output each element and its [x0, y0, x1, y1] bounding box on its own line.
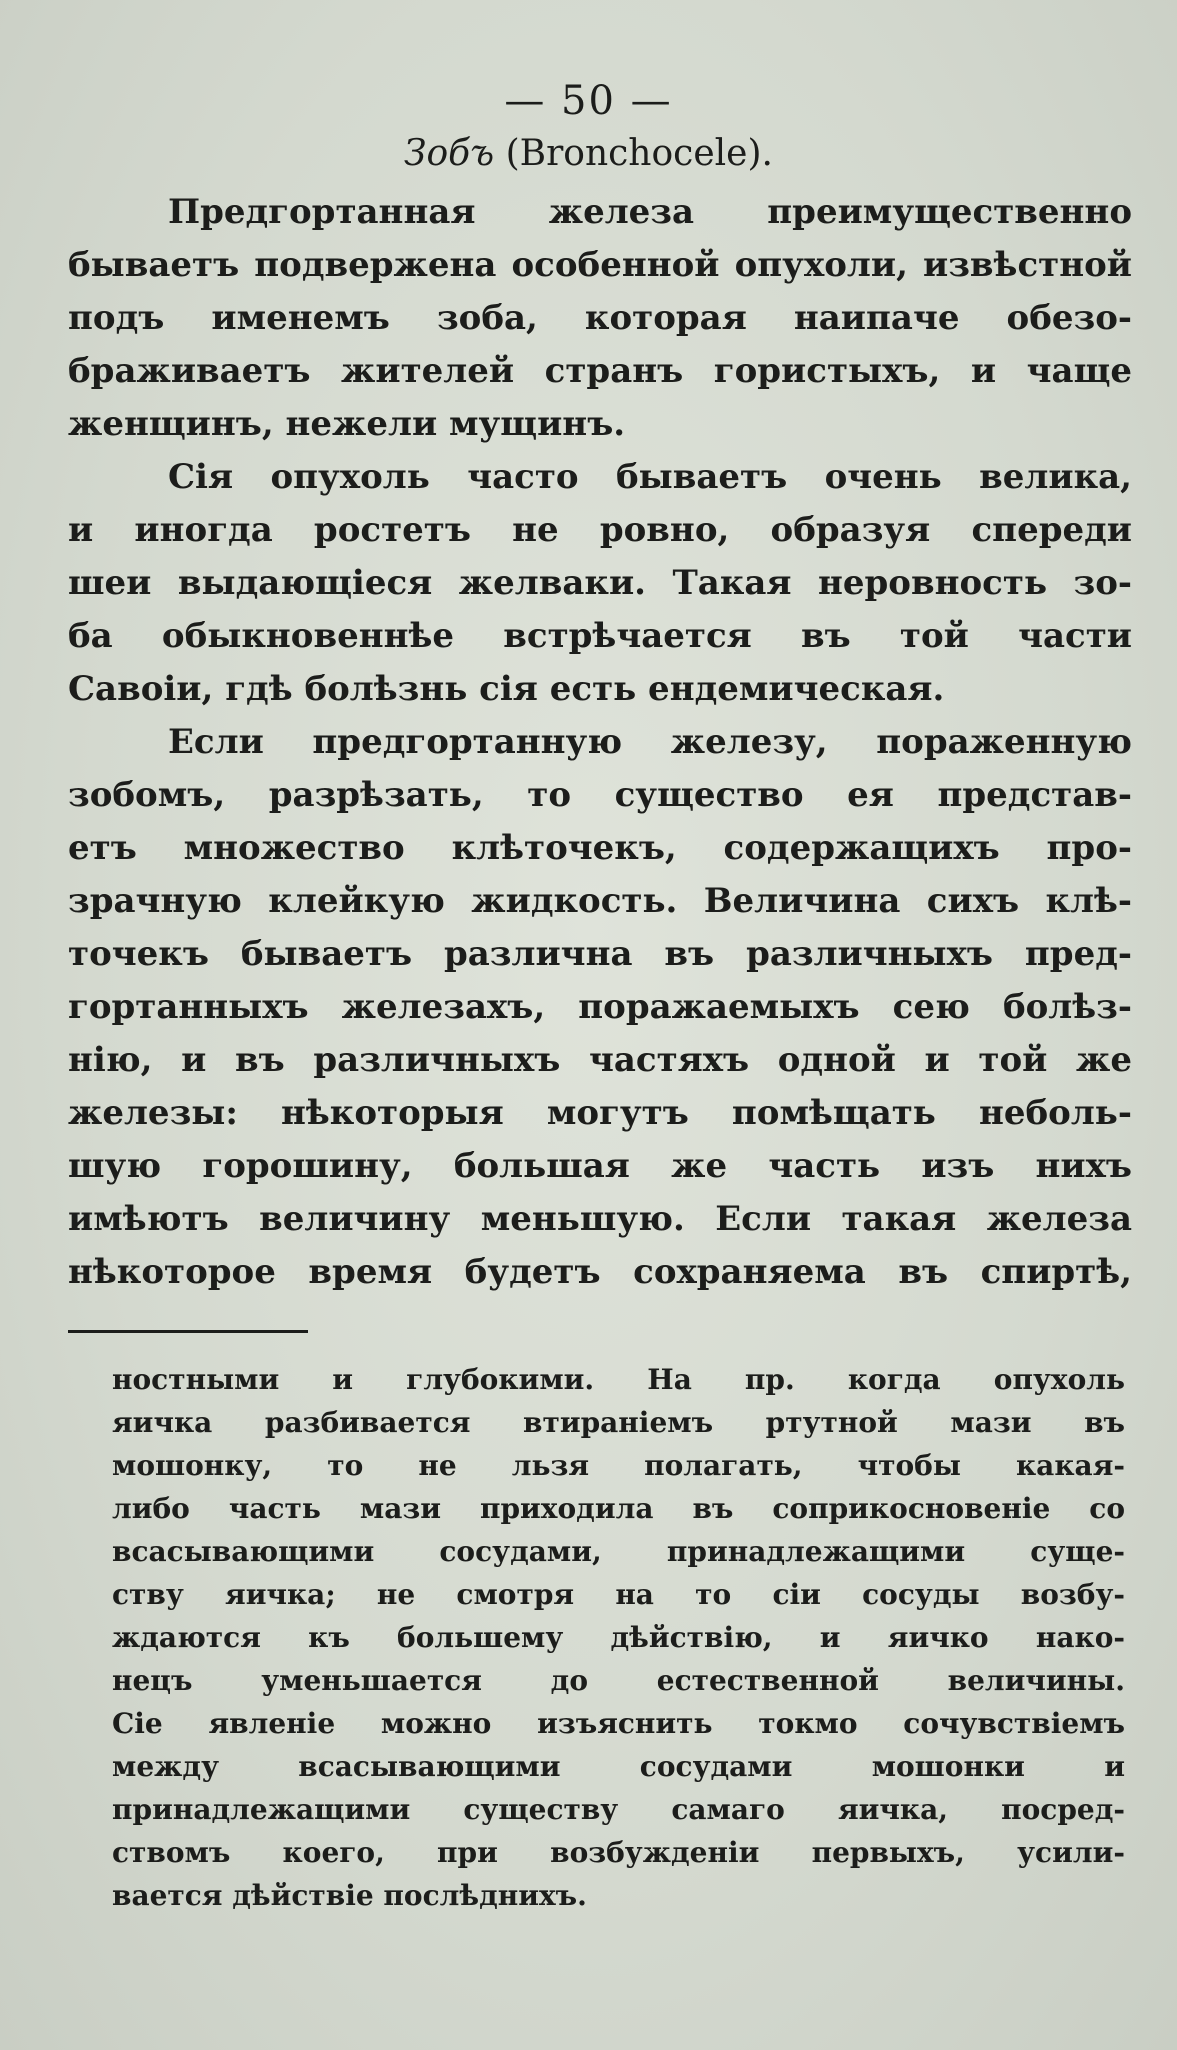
body-line: Сія опухоль часто бываетъ очень велика,: [168, 457, 1132, 497]
body-line: етъ множество клѣточекъ, содержащихъ про-: [68, 828, 1132, 868]
body-line: точекъ бываетъ различна въ различныхъ пред-: [68, 934, 1132, 974]
body-line: железы: нѣкоторыя могутъ помѣщать неболь-: [68, 1093, 1132, 1133]
footnote-line: либо часть мази приходила въ соприкосновеніе со: [112, 1492, 1125, 1525]
footnote-line: Сіе явленіе можно изъяснить токмо сочувствіемъ: [112, 1707, 1125, 1740]
heading-russian: Зобъ: [404, 133, 495, 174]
footnote-divider: [68, 1330, 308, 1333]
body-line: Предгортанная железа преимущественно: [168, 192, 1132, 232]
body-line: зобомъ, разрѣзать, то существо ея представ-: [68, 775, 1132, 815]
footnote-line: нецъ уменьшается до естественной величины.: [112, 1664, 1125, 1697]
footnote-line: ждаются къ большему дѣйствію, и яичко нако-: [112, 1621, 1125, 1654]
footnote-line: ству яичка; не смотря на то сіи сосуды возбу-: [112, 1578, 1125, 1611]
body-line: и иногда ростетъ не ровно, образуя спереди: [68, 510, 1132, 550]
footnote-line: всасывающими сосудами, принадлежащими суще-: [112, 1535, 1125, 1568]
footnote-text: [112, 1358, 1125, 1917]
page-number: — 50 —: [504, 78, 673, 124]
body-line: имѣютъ величину меньшую. Если такая железа: [68, 1199, 1132, 1239]
body-line: женщинъ, нежели мущинъ.: [68, 404, 626, 444]
body-line: Если предгортанную железу, пораженную: [168, 722, 1132, 762]
footnote-line: вается дѣйствіе послѣднихъ.: [112, 1879, 587, 1912]
heading-latin: (Bronchocele).: [505, 133, 773, 174]
body-line: ба обыкновеннѣе встрѣчается въ той части: [68, 616, 1132, 656]
footnote-line: ностными и глубокими. На пр. когда опухоль: [112, 1363, 1125, 1396]
body-line: подъ именемъ зоба, которая наипаче обезо-: [68, 298, 1132, 338]
footnote-line: яичка разбивается втираніемъ ртутной мази въ: [112, 1406, 1125, 1439]
section-heading: [0, 133, 1177, 174]
body-line: шеи выдающіеся желваки. Такая неровность зо-: [68, 563, 1132, 603]
body-line: нѣкоторое время будетъ сохраняема въ спиртѣ,: [68, 1252, 1132, 1292]
body-line: браживаетъ жителей странъ гористыхъ, и чаще: [68, 351, 1132, 391]
footnote-line: мошонку, то не льзя полагать, чтобы какая-: [112, 1449, 1125, 1482]
body-line: Савоіи, гдѣ болѣзнь сія есть ендемическая.: [68, 669, 945, 709]
footnote-line: между всасывающими сосудами мошонки и: [112, 1750, 1125, 1783]
body-line: шую горошину, большая же часть изъ нихъ: [68, 1146, 1132, 1186]
footnote-line: принадлежащими существу самаго яичка, посред-: [112, 1793, 1125, 1826]
body-text: [68, 186, 1132, 1299]
body-line: нію, и въ различныхъ частяхъ одной и той же: [68, 1040, 1132, 1080]
footnote-line: ствомъ коего, при возбужденіи первыхъ, усили-: [112, 1836, 1125, 1869]
body-line: бываетъ подвержена особенной опухоли, извѣстной: [68, 245, 1132, 285]
body-line: зрачную клейкую жидкость. Величина сихъ клѣ-: [68, 881, 1132, 921]
body-line: гортанныхъ железахъ, поражаемыхъ сею болѣз-: [68, 987, 1132, 1027]
